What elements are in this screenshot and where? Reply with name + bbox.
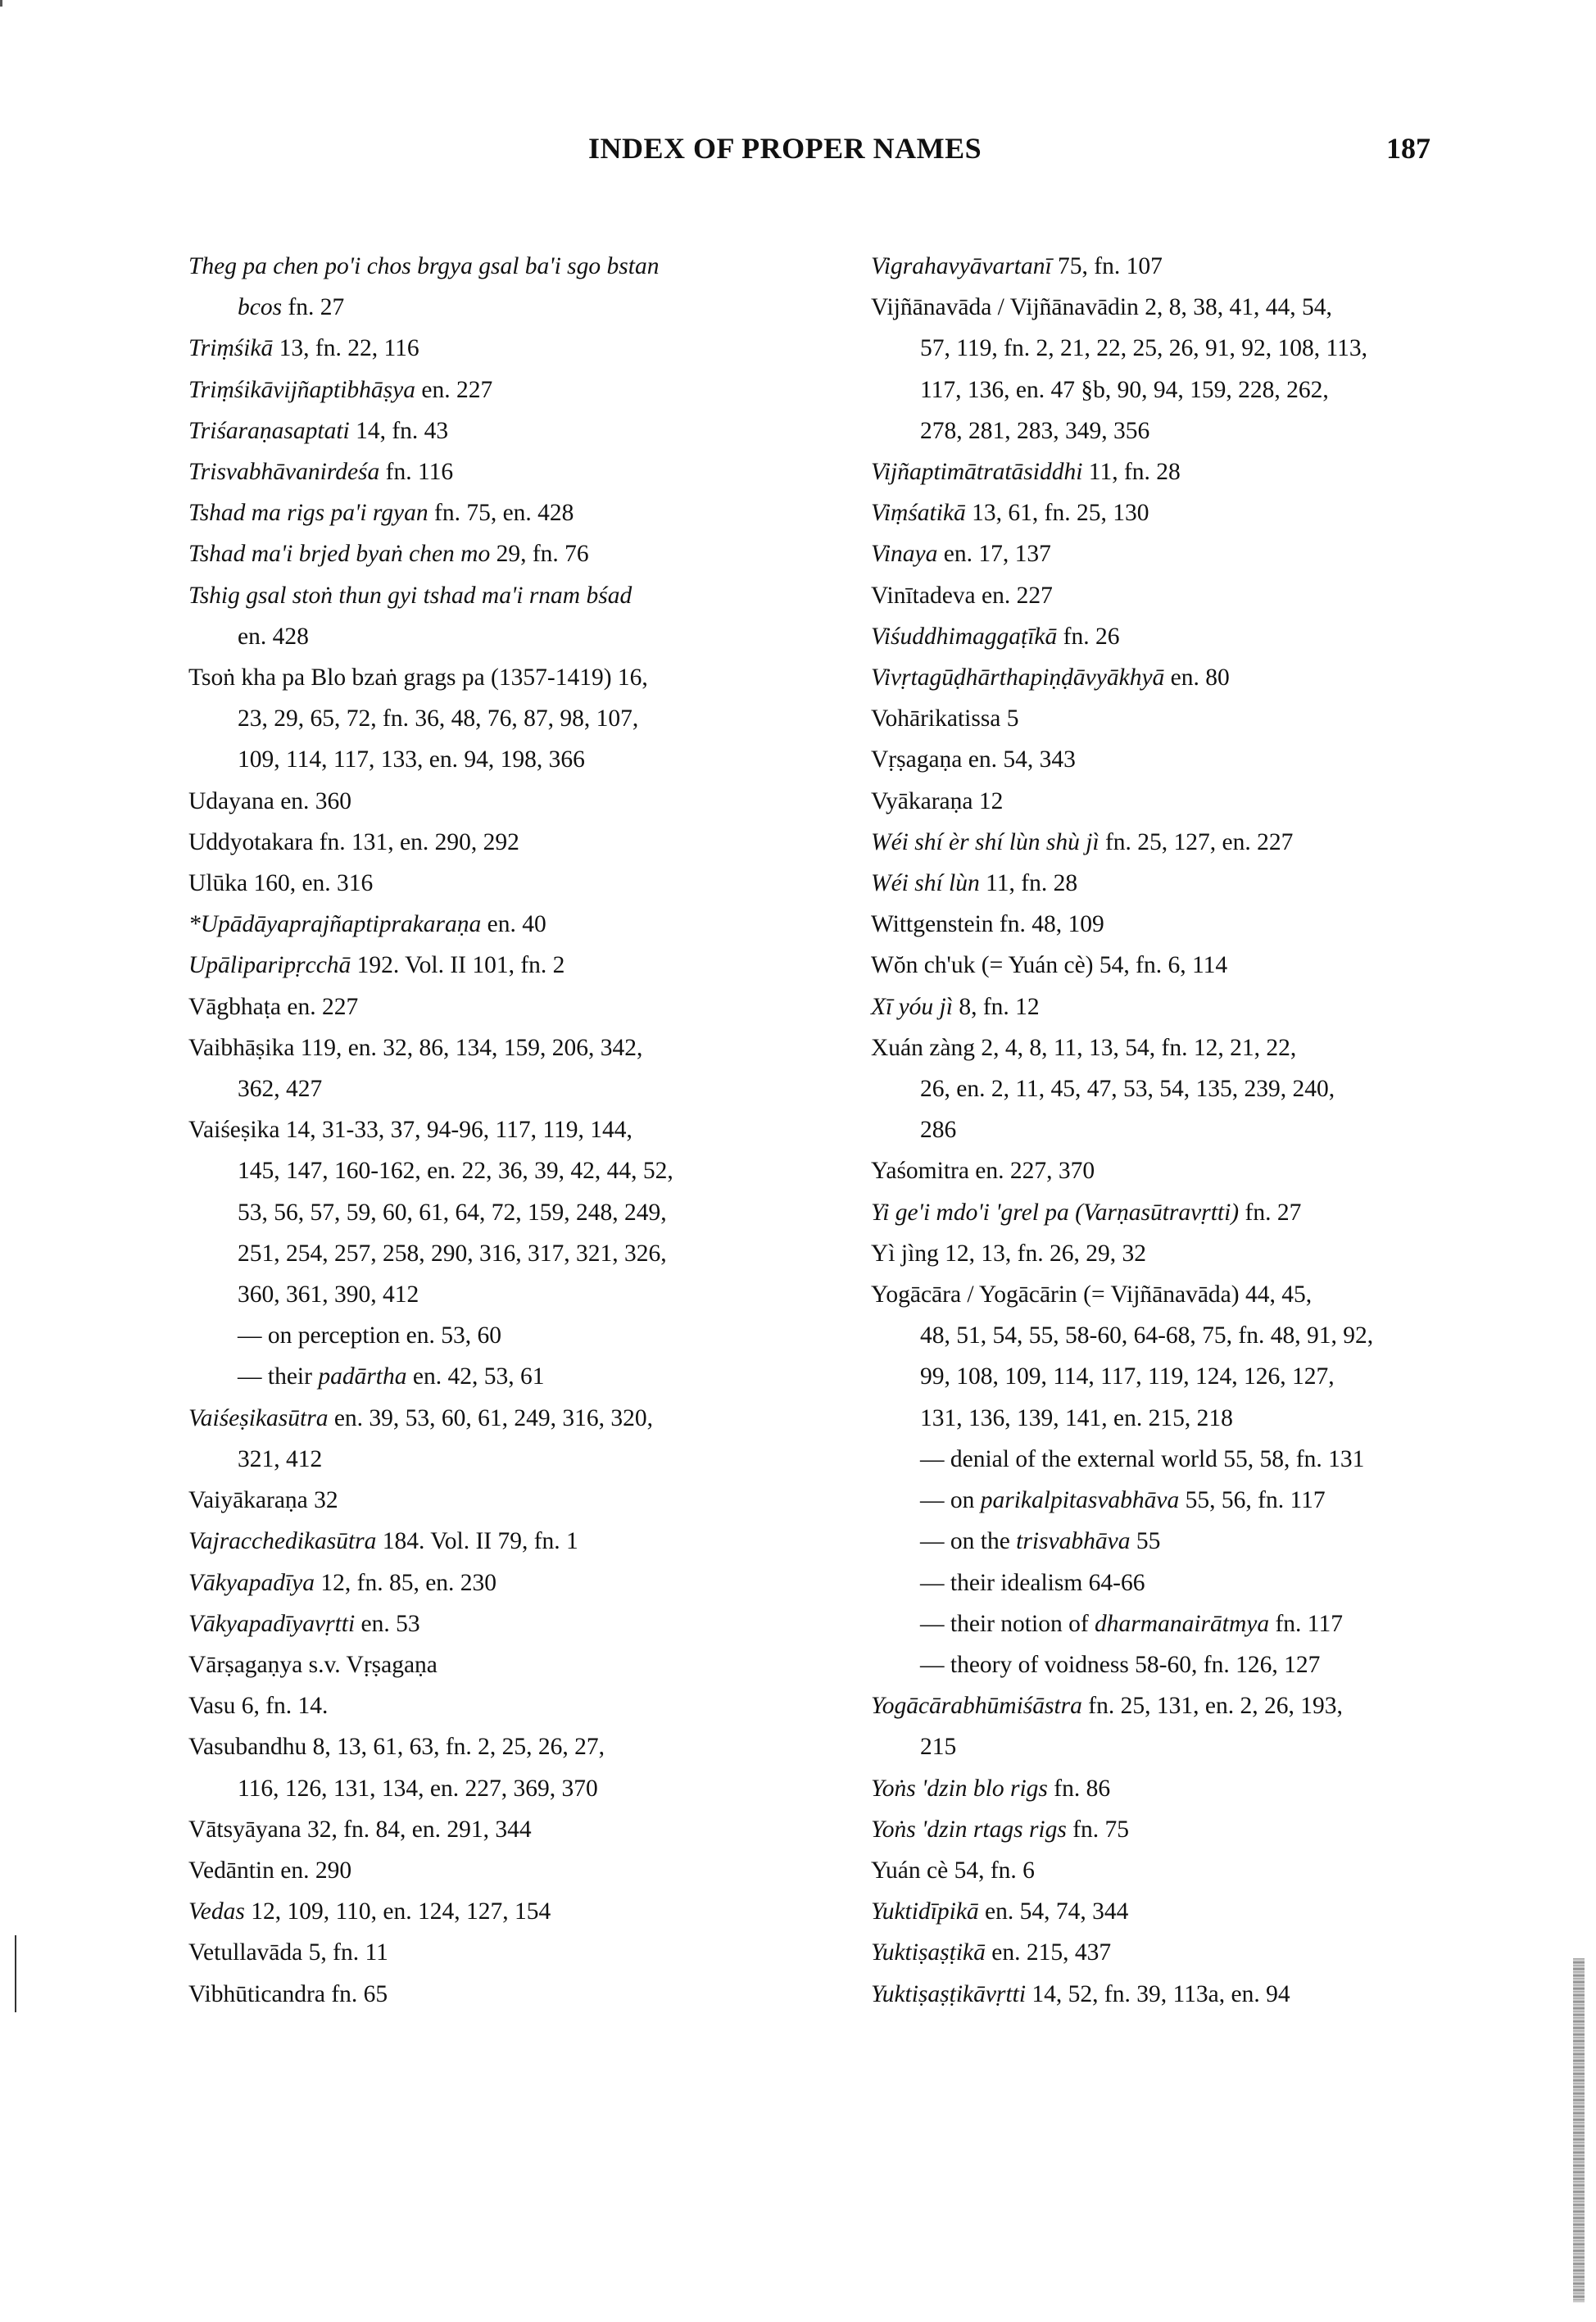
index-entry-line [871,1932,1551,1973]
entry-text: Vetullavāda 5, fn. 11 [188,1939,388,1966]
index-entry [188,1521,868,1562]
entry-text: Vasu 6, fn. 14. [188,1693,329,1720]
index-entry-line [188,1521,868,1562]
index-entry-line [188,657,868,698]
entry-text: 14, 52, fn. 39, 113a, en. 94 [1026,1980,1290,2007]
index-subentry [871,1521,1551,1562]
index-entry-line [188,1315,868,1356]
index-entry [188,410,868,451]
index-entry [188,1109,868,1315]
italic-title-text: Vākyapadīyavṛtti [188,1610,356,1637]
index-entry-line [188,492,868,533]
entry-text: fn. 27 [282,294,345,321]
entry-text: 55, 56, fn. 117 [1179,1487,1326,1514]
index-entry [871,1891,1551,1932]
entry-text: fn. 75, en. 428 [428,500,574,527]
index-entry-line [871,1480,1551,1521]
margin-mark [15,1935,16,2012]
entry-text: — on perception en. 53, 60 [238,1322,501,1349]
index-entry [188,1027,868,1109]
index-entry [871,575,1551,616]
entry-text: Vātsyāyana 32, fn. 84, en. 291, 344 [188,1816,532,1843]
index-entry-line [188,287,868,328]
entry-text: en. 40 [481,911,546,938]
index-entry-line [871,492,1551,533]
index-entry [188,451,868,492]
entry-text: 12, fn. 85, en. 230 [315,1569,497,1596]
index-entry-line [871,616,1551,657]
entry-text: — theory of voidness 58-60, fn. 126, 127 [920,1651,1321,1678]
index-entry [871,945,1551,986]
entry-text: Tsoṅ kha pa Blo bzaṅ grags pa (1357-1419) 16, [188,664,648,692]
index-entry-line [871,287,1551,328]
entry-text: Vibhūticandra fn. 65 [188,1980,388,2007]
index-entry-line [871,863,1551,904]
index-entry-line [188,1562,868,1603]
index-entry-line [871,1809,1551,1850]
index-entry-line [871,1603,1551,1644]
index-entry [188,863,868,904]
entry-text: — denial of the external world 55, 58, fn. 131 [920,1445,1365,1472]
italic-title-text: Vaiśeṣikasūtra [188,1404,329,1431]
index-entry [871,492,1551,533]
entry-text: Vāgbhaṭa en. 227 [188,993,359,1020]
index-entry-line [188,863,868,904]
entry-text: Vijñānavāda / Vijñānavādin 2, 8, 38, 41, 44, 54, [871,294,1332,321]
index-entry [871,698,1551,739]
index-entry-line [871,986,1551,1027]
index-entry-line [188,328,868,369]
entry-text: 26, en. 2, 11, 45, 47, 53, 54, 135, 239, 240, [920,1076,1335,1103]
entry-text: 55 [1130,1528,1161,1555]
entry-text: 14, fn. 43 [349,417,449,444]
entry-text: Yogācāra / Yogācārin (= Vijñānavāda) 44, 45, [871,1281,1313,1308]
index-entry-line [871,533,1551,574]
entry-text: fn. 75 [1066,1816,1130,1843]
index-entry-line [871,1521,1551,1562]
index-entry-line [871,1768,1551,1809]
entry-text: Uddyotakara fn. 131, en. 290, 292 [188,828,519,855]
entry-text: Ulūka 160, en. 316 [188,870,374,897]
italic-title-text: Tshad ma rigs pa'i rgyan [188,500,428,527]
index-entry-line [188,410,868,451]
index-entry [871,1974,1551,2015]
entry-text: fn. 25, 127, en. 227 [1099,828,1294,855]
entry-text: Wŏn ch'uk (= Yuán cè) 54, fn. 6, 114 [871,952,1228,979]
italic-title-text: Yoṅs 'dzin blo rigs [871,1775,1048,1802]
index-entry [871,1932,1551,1973]
index-entry-line [871,739,1551,780]
italic-title-text: Yoṅs 'dzin rtags rigs [871,1816,1067,1843]
index-entry [871,287,1551,451]
index-entry-line [188,533,868,574]
entry-text: en. 42, 53, 61 [406,1363,545,1390]
index-entry [188,1480,868,1521]
index-entry [871,863,1551,904]
index-entry-line [871,1068,1551,1109]
index-entry-line [188,1480,868,1521]
entry-text: — on [920,1487,981,1514]
entry-text: Xuán zàng 2, 4, 8, 11, 13, 54, fn. 12, 21, 22, [871,1034,1297,1061]
entry-text: en. 80 [1164,664,1230,692]
italic-title-text: Triṃśikā [188,335,274,362]
index-column-right [871,246,1551,2015]
index-entry [188,1726,868,1808]
entry-text: Wittgenstein fn. 48, 109 [871,911,1104,938]
index-entry [188,1603,868,1644]
entry-text: 11, fn. 28 [979,870,1078,897]
index-subentry [871,1644,1551,1685]
index-entry-line [188,1233,868,1274]
index-entry-line [871,945,1551,986]
page-number: 187 [1386,132,1431,165]
italic-title-text: bcos [238,294,283,321]
index-entry [188,1809,868,1850]
index-entry [871,451,1551,492]
index-entry [188,328,868,369]
italic-title-text: Tshig gsal stoṅ thun gyi tshad ma'i rnam bśad [188,582,633,609]
entry-text: 13, 61, fn. 25, 130 [965,500,1149,527]
index-entry-line [871,246,1551,287]
index-entry [188,370,868,410]
entry-text: 48, 51, 54, 55, 58-60, 64-68, 75, fn. 48, 91, 92, [920,1322,1374,1349]
index-entry [871,1809,1551,1850]
index-entry-line [871,1562,1551,1603]
index-entry-line [871,1685,1551,1726]
italic-title-text: Yuktiṣaṣṭikāvṛtti [871,1980,1027,2007]
entry-text: Vinītadeva en. 227 [871,582,1053,609]
entry-text: 215 [920,1734,957,1761]
index-entry-line [871,1850,1551,1891]
entry-text: fn. 117 [1269,1610,1343,1637]
index-entry [188,822,868,863]
index-entry-line [871,1274,1551,1315]
index-subentry [871,1603,1551,1644]
index-subentry [871,1480,1551,1521]
entry-text: 53, 56, 57, 59, 60, 61, 64, 72, 159, 248, 249, [238,1199,667,1226]
entry-text: 23, 29, 65, 72, fn. 36, 48, 76, 87, 98, 107, [238,705,639,732]
entry-text: 29, fn. 76 [490,541,589,568]
entry-text: 251, 254, 257, 258, 290, 316, 317, 321, 326, [238,1240,667,1267]
entry-text: Yì jìng 12, 13, fn. 26, 29, 32 [871,1240,1146,1267]
entry-text: 8, fn. 12 [952,993,1040,1020]
index-entry [871,904,1551,945]
index-entry [188,1974,868,2015]
index-entry [871,822,1551,863]
index-entry-line [188,822,868,863]
italic-title-text: Vākyapadīya [188,1569,315,1596]
entry-text: 184. Vol. II 79, fn. 1 [376,1528,578,1555]
entry-text: 117, 136, en. 47 §b, 90, 94, 159, 228, 262, [920,376,1329,403]
entry-text: 286 [920,1117,957,1144]
index-entry-line [871,328,1551,369]
italic-title-text: Vijñaptimātratāsiddhi [871,459,1083,486]
index-entry [871,1850,1551,1891]
index-entry-line [871,781,1551,822]
index-entry-line [188,781,868,822]
index-entry [871,739,1551,780]
index-entry-line [871,1439,1551,1480]
entry-text: 99, 108, 109, 114, 117, 119, 124, 126, 127, [920,1363,1335,1390]
italic-title-text: Viśuddhimaggaṭīkā [871,623,1058,650]
index-entry-line [188,1398,868,1439]
entry-text: 11, fn. 28 [1082,459,1181,486]
italic-title-text: Yuktiṣaṣṭikā [871,1939,986,1966]
italic-title-text: Upāliparipṛcchā [188,952,351,979]
italic-title-text: Vedas [188,1898,245,1925]
index-entry [188,781,868,822]
index-entry [871,1027,1551,1151]
index-entry-line [188,451,868,492]
index-entry-line [871,1398,1551,1439]
entry-text: 75, fn. 107 [1051,253,1163,279]
index-entry [871,1233,1551,1274]
index-subentry [871,1562,1551,1603]
index-entry-line [188,370,868,410]
entry-text: fn. 116 [379,459,454,486]
entry-text: 278, 281, 283, 349, 356 [920,417,1150,444]
italic-title-text: Vigrahavyāvartanī [871,253,1052,279]
entry-text: — their idealism 64-66 [920,1569,1145,1596]
italic-title-text: dharmanairātmya [1095,1610,1270,1637]
entry-text: Vārṣagaṇya s.v. Vṛṣagaṇa [188,1651,438,1678]
index-entry [188,533,868,574]
italic-title-text: Vajracchedikasūtra [188,1528,377,1555]
index-entry-line [188,1809,868,1850]
entry-text: Vyākaraṇa 12 [871,787,1004,814]
italic-title-text: Xī yóu jì [871,993,953,1020]
index-entry-line [188,1974,868,2015]
index-entry [188,1562,868,1603]
italic-title-text: trisvabhāva [1016,1528,1131,1555]
italic-title-text: Yi ge'i mdo'i 'grel pa (Varṇasūtravṛtti) [871,1199,1240,1226]
entry-text: en. 428 [238,623,309,650]
entry-text: 145, 147, 160-162, en. 22, 36, 39, 42, 44, 52, [238,1158,673,1185]
italic-title-text: Tshad ma'i brjed byaṅ chen mo [188,541,491,568]
entry-text: fn. 26 [1057,623,1120,650]
entry-text: 12, 109, 110, en. 124, 127, 154 [244,1898,551,1925]
index-column-left [188,246,868,2015]
index-entry-line [188,1356,868,1397]
index-subentry [188,1315,868,1356]
index-entry-line [188,1850,868,1891]
index-entry [871,1768,1551,1809]
index-entry-line [188,1027,868,1068]
entry-text: Vaibhāṣika 119, en. 32, 86, 134, 159, 206, 342, [188,1034,643,1061]
scan-edge-shadow [1573,1958,1585,2302]
entry-text: Vṛṣagaṇa en. 54, 343 [871,746,1076,773]
index-entry-line [188,986,868,1027]
entry-text: — their notion of [920,1610,1095,1637]
index-entry [871,1150,1551,1191]
index-entry-line [871,1891,1551,1932]
index-entry-line [871,904,1551,945]
index-entry-line [871,698,1551,739]
entry-text: fn. 27 [1239,1199,1302,1226]
italic-title-text: Trisvabhāvanirdeśa [188,459,380,486]
index-entry-line [871,1644,1551,1685]
entry-text: en. 54, 74, 344 [978,1898,1129,1925]
index-subentry [871,1439,1551,1480]
index-entry [188,1850,868,1891]
index-entry-line [871,1150,1551,1191]
entry-text: Yaśomitra en. 227, 370 [871,1158,1095,1185]
index-entry-line [188,1685,868,1726]
entry-text: 131, 136, 139, 141, en. 215, 218 [920,1404,1233,1431]
index-entry [871,986,1551,1027]
italic-title-text: parikalpitasvabhāva [980,1487,1180,1514]
italic-title-text: Triśaraṇasaptati [188,417,350,444]
index-entry [188,492,868,533]
index-entry [871,533,1551,574]
index-entry-line [871,1974,1551,2015]
index-entry-line [188,1891,868,1932]
index-entry-line [188,698,868,739]
index-entry-line [188,945,868,986]
index-entry-line [188,1150,868,1191]
entry-text: 57, 119, fn. 2, 21, 22, 25, 26, 91, 92, 108, 113, [920,335,1368,362]
entry-text: en. 227 [415,376,493,403]
scan-edge-mark [0,0,2,7]
entry-text: Vedāntin en. 290 [188,1857,352,1884]
index-entry-line [188,575,868,616]
index-entry [871,1685,1551,1767]
entry-text: en. 39, 53, 60, 61, 249, 316, 320, [328,1404,654,1431]
index-entry [188,1644,868,1685]
entry-text: 360, 361, 390, 412 [238,1281,419,1308]
index-entry-line [188,1768,868,1809]
entry-text: 13, fn. 22, 116 [273,335,419,362]
index-entry [188,1685,868,1726]
index-entry [188,1932,868,1973]
index-entry-line [871,657,1551,698]
entry-text: en. 215, 437 [985,1939,1112,1966]
entry-text: Yuán cè 54, fn. 6 [871,1857,1035,1884]
entry-text: fn. 86 [1047,1775,1111,1802]
index-entry-line [871,1726,1551,1767]
index-entry-line [188,1932,868,1973]
entry-text: 192. Vol. II 101, fn. 2 [351,952,565,979]
entry-text: 109, 114, 117, 133, en. 94, 198, 366 [238,746,585,773]
running-head: INDEX OF PROPER NAMES [588,132,982,165]
italic-title-text: Triṃśikāvijñaptibhāṣya [188,376,415,403]
index-entry-line [188,739,868,780]
entry-text: — on the [920,1528,1017,1555]
index-entry-line [871,1356,1551,1397]
index-entry-line [188,1439,868,1480]
italic-title-text: Yuktidīpikā [871,1898,979,1925]
index-entry [871,781,1551,822]
index-entry [188,246,868,328]
index-entry [871,657,1551,698]
italic-title-text: Vivṛtagūḍhārthapiṇḍāvyākhyā [871,664,1165,692]
index-entry [188,986,868,1027]
italic-title-text: Wéi shí lùn [871,870,980,897]
index-entry-line [188,1109,868,1150]
entry-text: 116, 126, 131, 134, en. 227, 369, 370 [238,1775,598,1802]
index-entry-line [871,1192,1551,1233]
index-entry [871,1274,1551,1439]
index-entry-line [188,1068,868,1109]
index-entry-line [188,1726,868,1767]
entry-text: 362, 427 [238,1076,323,1103]
index-entry [188,657,868,781]
entry-text: 321, 412 [238,1445,323,1472]
entry-text: Vaiyākaraṇa 32 [188,1487,338,1514]
entry-text: fn. 25, 131, en. 2, 26, 193, [1081,1693,1343,1720]
index-entry [188,904,868,945]
entry-text: — their [238,1363,319,1390]
index-entry [871,1192,1551,1233]
italic-title-text: Yogācārabhūmiśāstra [871,1693,1082,1720]
entry-text: en. 17, 137 [937,541,1051,568]
index-entry [871,616,1551,657]
entry-text: Vohārikatissa 5 [871,705,1019,732]
index-entry-line [188,616,868,657]
italic-title-text: padārtha [318,1363,407,1390]
index-entry [188,1398,868,1480]
italic-title-text: Theg pa chen po'i chos brgya gsal ba'i sgo bstan [188,253,660,279]
italic-title-text: Vinaya [871,541,938,568]
index-entry-line [871,1109,1551,1150]
italic-title-text: Wéi shí èr shí lùn shù jì [871,828,1100,855]
italic-title-text: *Upādāyaprajñaptiprakaraṇa [188,911,482,938]
index-entry-line [871,822,1551,863]
index-entry-line [871,575,1551,616]
index-entry-line [871,1233,1551,1274]
index-entry-line [188,1644,868,1685]
index-entry-line [871,451,1551,492]
index-entry-line [871,1027,1551,1068]
index-subentry [188,1356,868,1397]
index-entry-line [188,904,868,945]
entry-text: Udayana en. 360 [188,787,352,814]
index-entry [188,1891,868,1932]
index-entry-line [188,1274,868,1315]
index-entry-line [188,1603,868,1644]
index-entry [871,246,1551,287]
entry-text: Vasubandhu 8, 13, 61, 63, fn. 2, 25, 26, 27, [188,1734,605,1761]
entry-text: en. 53 [355,1610,420,1637]
index-entry-line [188,246,868,287]
index-entry-line [871,1315,1551,1356]
entry-text: Vaiśeṣika 14, 31-33, 37, 94-96, 117, 119, 144, [188,1117,633,1144]
index-entry-line [188,1192,868,1233]
index-entry [188,945,868,986]
index-entry-line [871,410,1551,451]
index-entry-line [871,370,1551,410]
index-entry [188,575,868,657]
italic-title-text: Viṃśatikā [871,500,966,527]
